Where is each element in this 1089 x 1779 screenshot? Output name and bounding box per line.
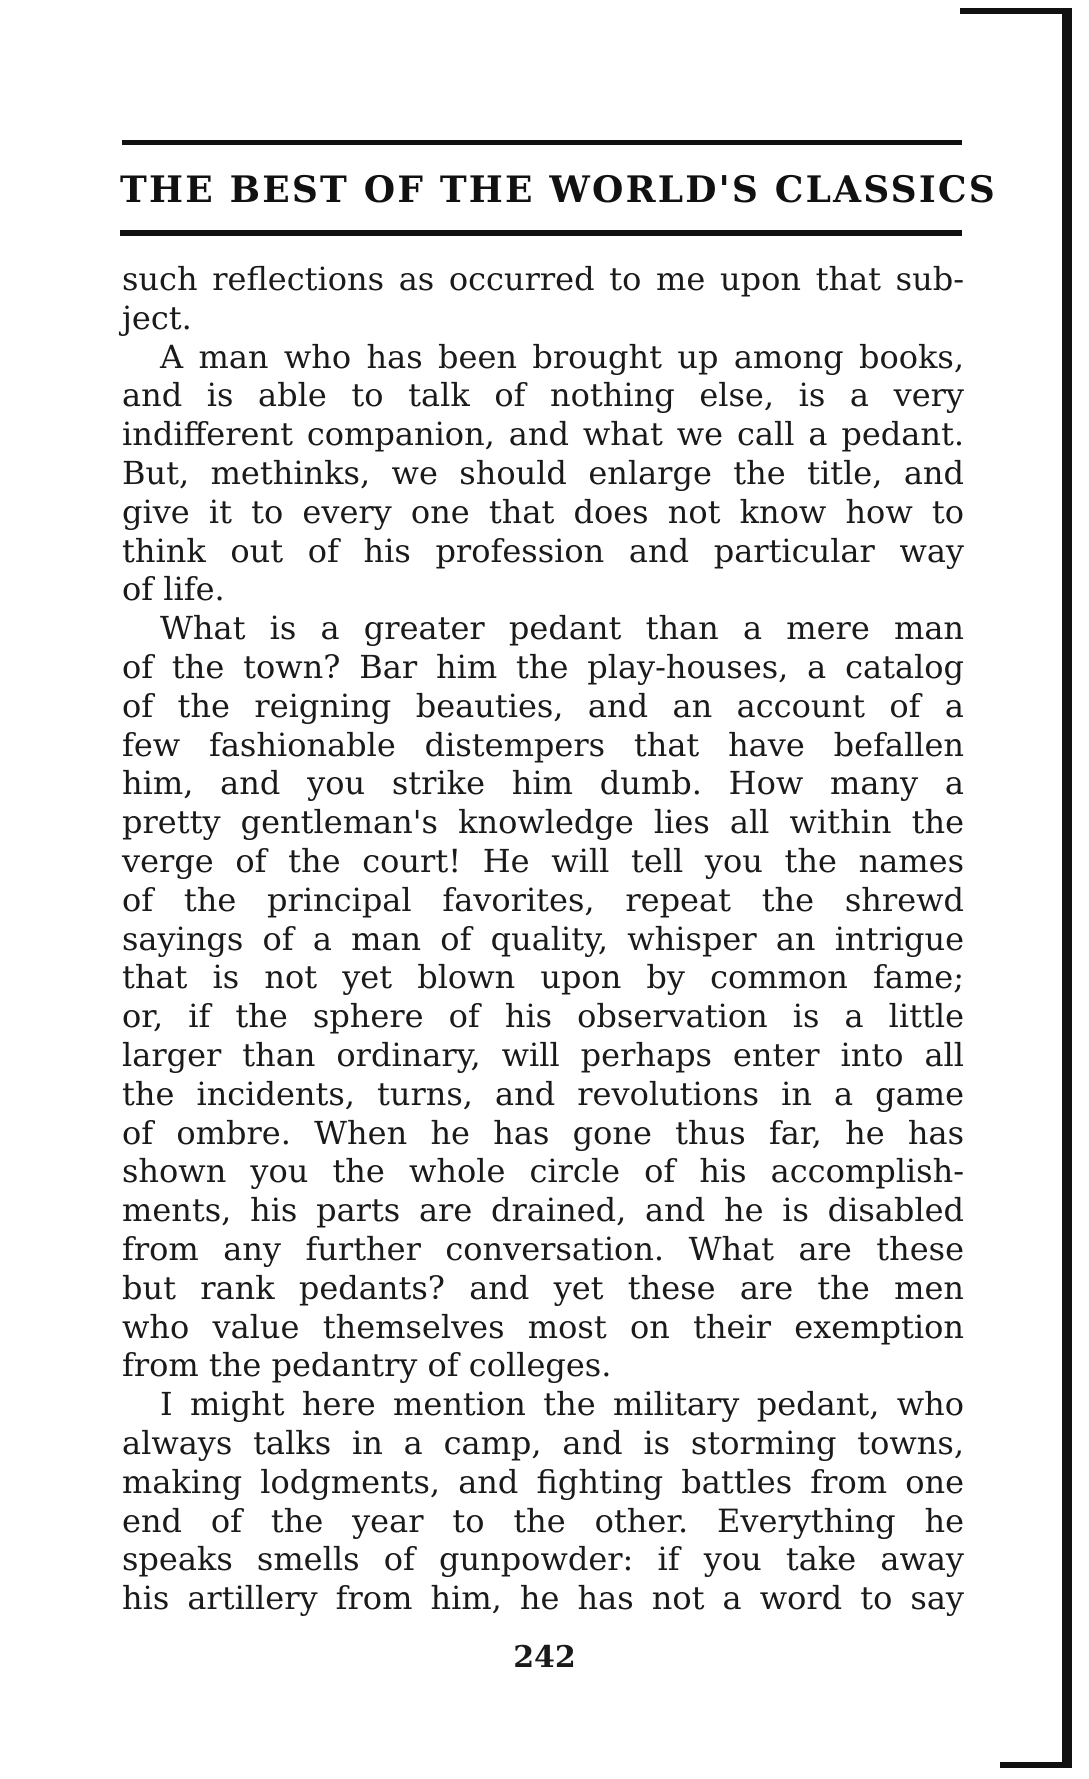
text-line: of the principal favorites, repeat the shrewd (122, 880, 964, 919)
text-line: ject. (122, 298, 192, 337)
text-line: of ombre. When he has gone thus far, he has (122, 1113, 964, 1152)
text-line: or, if the sphere of his observation is a little (122, 997, 964, 1036)
text-line: him, and you strike him dumb. How many a (122, 764, 964, 803)
text-line: few fashionable distempers that have befallen (122, 725, 964, 764)
header-rule-bottom (120, 230, 962, 236)
page-number: 242 (513, 1640, 576, 1675)
text-line: his artillery from him, he has not a word to say (122, 1579, 964, 1618)
text-line: give it to every one that does not know how to (122, 492, 964, 531)
text-line: making lodgments, and fighting battles from one (122, 1462, 964, 1501)
text-line: What is a greater pedant than a mere man (160, 609, 964, 648)
text-line: larger than ordinary, will perhaps enter into all (122, 1035, 964, 1074)
text-line: I might here mention the military pedant, who (160, 1385, 964, 1424)
text-line: such reflections as occurred to me upon that sub- (122, 260, 964, 298)
text-line: the incidents, turns, and revolutions in a game (122, 1074, 964, 1113)
text-line: who value themselves most on their exemption (122, 1307, 964, 1346)
text-line: think out of his profession and particular way (122, 531, 964, 570)
text-line: ments, his parts are drained, and he is disabled (122, 1191, 964, 1230)
text-line: that is not yet blown upon by common fame; (122, 958, 964, 997)
running-title: THE BEST OF THE WORLD'S CLASSICS (120, 169, 997, 211)
text-line: shown you the whole circle of his accomplish- (122, 1152, 964, 1191)
text-line: speaks smells of gunpowder: if you take away (122, 1540, 964, 1579)
text-line: of the town? Bar him the play-houses, a catalog (122, 647, 964, 686)
text-line: from any further conversation. What are these (122, 1229, 964, 1268)
text-line: always talks in a camp, and is storming towns, (122, 1423, 964, 1462)
text-line: from the pedantry of colleges. (122, 1346, 612, 1385)
body-text (122, 260, 964, 1618)
binding-edge-bottom (1000, 1762, 1072, 1768)
text-line: pretty gentleman's knowledge lies all within the (122, 803, 964, 842)
text-line: and is able to talk of nothing else, is a very (122, 376, 964, 415)
text-line: of the reigning beauties, and an account of a (122, 686, 964, 725)
binding-edge-top (960, 8, 1072, 14)
text-line: indifferent companion, and what we call a pedant. (122, 415, 964, 454)
text-line: of life. (122, 570, 225, 609)
text-line: A man who has been brought up among books, (160, 337, 964, 376)
header-rule-top (122, 140, 962, 145)
binding-edge (1062, 8, 1072, 1768)
text-line: end of the year to the other. Everything he (122, 1501, 964, 1540)
text-line: but rank pedants? and yet these are the men (122, 1268, 964, 1307)
text-line: But, methinks, we should enlarge the title, and (122, 453, 964, 492)
text-line: verge of the court! He will tell you the names (122, 841, 964, 880)
text-line: sayings of a man of quality, whisper an intrigue (122, 919, 964, 958)
